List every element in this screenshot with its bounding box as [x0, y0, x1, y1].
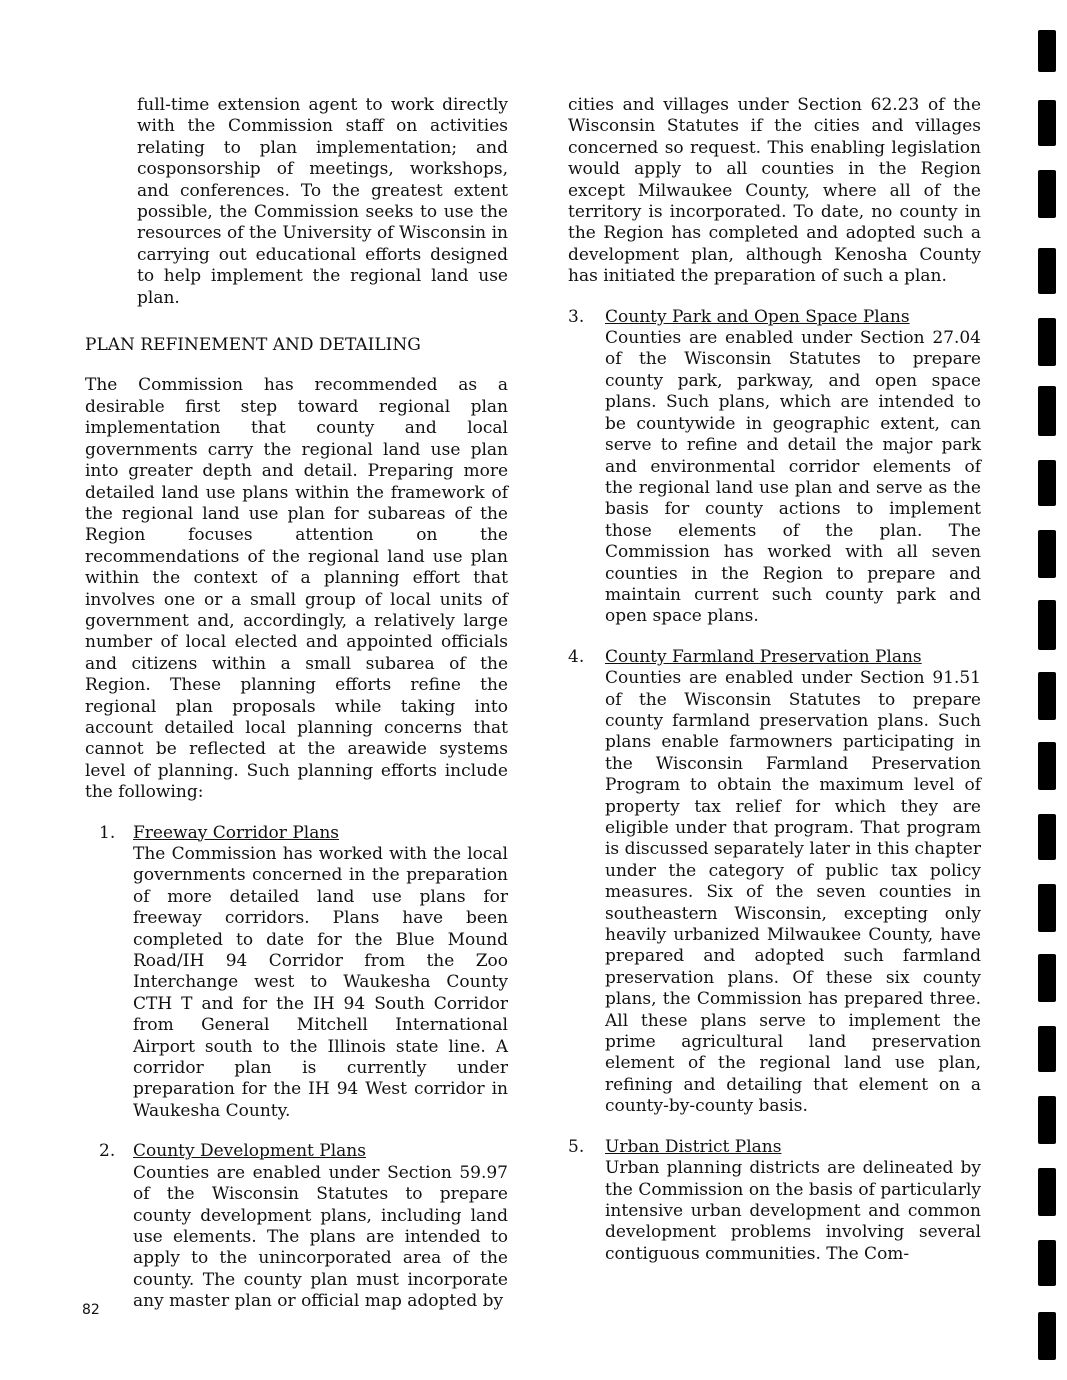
list-item-title: Urban District Plans — [605, 1136, 782, 1157]
edge-mark — [1038, 530, 1056, 578]
list-item-county-park-open-space-plans — [568, 307, 981, 628]
edge-mark — [1038, 460, 1056, 506]
list-item-title: Freeway Corridor Plans — [133, 822, 340, 843]
list-item-text: Urban planning districts are delineated by the Commission on the basis of particularly intensive urban development and common development problems involving several contiguous communities. The Com- — [605, 1158, 981, 1264]
list-item-title: County Farmland Preservation Plans — [605, 646, 922, 667]
list-item-title: County Development Plans — [133, 1141, 366, 1162]
list-item-freeway-corridor-plans — [85, 823, 508, 1123]
edge-mark — [1038, 1240, 1056, 1286]
section-heading: PLAN REFINEMENT AND DETAILING — [85, 335, 421, 356]
list-item-text: Counties are enabled under Section 59.97 of the Wisconsin Statutes to prepare county development plans, including land use elements. The plans are intended to apply to the unincorporated area of the county. The county plan must incorporate any master plan or official map adopted by — [133, 1162, 508, 1312]
edge-mark — [1038, 600, 1056, 650]
list-item-text: Counties are enabled under Section 91.51 of the Wisconsin Statutes to prepare county farmland preservation plans. Such plans enable farmowners participating in the Wisconsin Farmland Preservation Program to obtain the maximum level of property tax relief for which they are eligible under that program. That program is discussed separately later in this chapter under the category of public tax policy measures. Six of the seven counties in southeastern Wisconsin, excepting only heavily urbanized Milwaukee County, have prepared and adopted such farmland preservation plans. Of these six county plans, the Commission has prepared three. All these plans serve to implement the prime agricultural land preservation element of the regional land use plan, refining and detailing that element on a county-by-county basis. — [605, 668, 981, 1117]
edge-mark — [1038, 100, 1056, 146]
edge-mark — [1038, 672, 1056, 720]
list-item-number: 3. — [568, 306, 585, 327]
edge-mark — [1038, 386, 1056, 436]
list-item-number: 5. — [568, 1136, 585, 1157]
list-item-title: County Park and Open Space Plans — [605, 306, 910, 327]
edge-mark — [1038, 318, 1056, 366]
edge-mark — [1038, 742, 1056, 790]
left-column — [85, 95, 508, 1313]
page-number: 82 — [82, 1302, 100, 1318]
list-item-text: The Commission has worked with the local governments concerned in the preparation of more detailed land use plans for freeway corridors. Plans have been completed to date for the Blue Mound Road/IH 94 Corridor from the Zoo Interchange west to Waukesha County CTH T and for the IH 94 South Corridor from General Mitchell International Airport south to the Illinois state line. A corridor plan is currently under preparation for the IH 94 West corridor in Waukesha County. — [133, 844, 508, 1121]
list-item-urban-district-plans — [568, 1137, 981, 1265]
edge-mark — [1038, 1026, 1056, 1072]
edge-mark — [1038, 1312, 1056, 1360]
right-column — [568, 95, 981, 1265]
edge-mark — [1038, 1096, 1056, 1144]
list-item-county-development-plans — [85, 1141, 508, 1312]
edge-mark — [1038, 30, 1056, 72]
list-item-county-farmland-preservation-plans — [568, 647, 981, 1118]
left-intro-paragraph: full-time extension agent to work directly with the Commission staff on activities relating to plan implementation; and cosponsorship of meetings, workshops, and conferences. To the greatest extent possible, the Commission seeks to use the resources of the University of Wisconsin in carrying out educational efforts designed to help implement the regional land use plan. — [137, 95, 508, 308]
right-intro-paragraph: cities and villages under Section 62.23 of the Wisconsin Statutes if the cities and villages concerned so request. This enabling legislation would apply to all counties in the Region except Milwaukee County, where all of the territory is incorporated. To date, no county in the Region has completed and adopted such a development plan, although Kenosha County has initiated the preparation of such a plan. — [568, 95, 981, 287]
edge-mark — [1038, 954, 1056, 1002]
edge-mark — [1038, 884, 1056, 932]
list-item-text: Counties are enabled under Section 27.04 of the Wisconsin Statutes to prepare county park, parkway, and open space plans. Such plans, which are intended to be countywide in geographic extent, can serve to refine and detail the major park and environmental corridor elements of the regional land use plan and serve as the basis for county actions to implement those elements of the plan. The Commission has worked with all seven counties in the Region to prepare and maintain current such county park and open space plans. — [605, 328, 981, 627]
edge-mark — [1038, 1168, 1056, 1216]
edge-mark — [1038, 170, 1056, 218]
list-item-number: 1. — [99, 822, 116, 843]
section-body-paragraph: The Commission has recommended as a desirable first step toward regional plan implementation that county and local governments carry the regional land use plan into greater depth and detail. Preparing more detailed land use plans within the framework of the regional land use plan for subareas of the Region focuses attention on the recommendations of the regional land use plan within the context of a planning effort that involves one or a small group of local units of government and, accordingly, a relatively large number of local elected and appointed officials and citizens within a small subarea of the Region. These planning efforts refine the regional plan proposals while taking into account detailed local planning concerns that cannot be reflected at the areawide systems level of planning. Such planning efforts include the following: — [85, 375, 508, 803]
edge-mark — [1038, 814, 1056, 860]
list-item-number: 4. — [568, 646, 585, 667]
list-item-number: 2. — [99, 1141, 116, 1162]
edge-mark — [1038, 248, 1056, 294]
